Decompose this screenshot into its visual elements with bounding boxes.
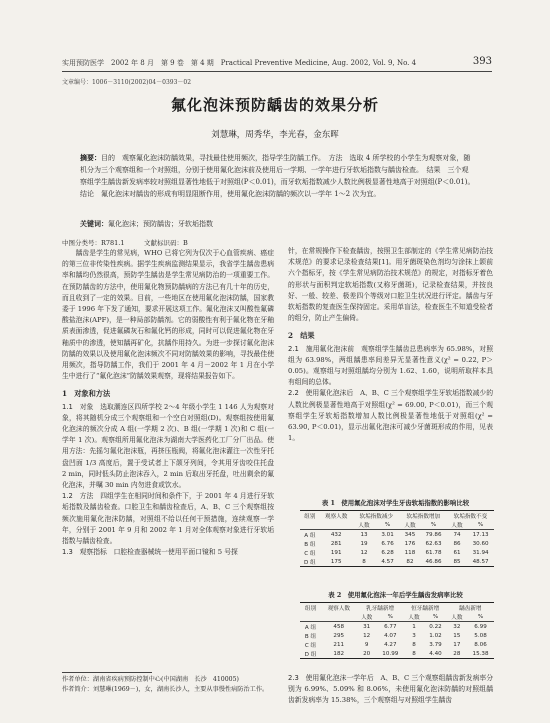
section-heading-results: 2 结果 (288, 331, 315, 341)
table-cell: 86 (453, 540, 461, 547)
table-cell: 4.57 (381, 558, 394, 565)
table-cell: 46.86 (425, 558, 442, 565)
table1-title: 表 1 使用氟化泡沫对学生牙齿软垢指数的影响比较 (321, 499, 470, 507)
footnote (62, 675, 277, 695)
table-header-cell (320, 520, 353, 530)
subsection-text: A、B、C 三个观察组学生牙软垢指数减少的人数比例极显著性地高于对照组(χ² = 69.00, P＜0.01)，而三个观察组学生牙软垢指数增加人数比例极显著性地低于对照组(χ² = 63.90, P＜0.01)，显示出氟化泡沫可减少牙菌斑形成的作用，见表 1。 (288, 389, 494, 443)
table-cell: A 组 (304, 624, 317, 631)
keywords-text: 氟化泡沫；预防龋齿；牙软垢指数 (108, 220, 213, 228)
table-cell: 3.01 (381, 531, 394, 538)
table-header-cell: 组别 (304, 605, 317, 612)
table-header-cell: 乳牙龋新增 (366, 605, 395, 612)
table-cell: D 组 (303, 559, 316, 566)
table-header-cell: 观察人数 (324, 513, 348, 520)
table-header-cell: 人数 (447, 520, 467, 530)
table-cell: 32 (453, 623, 461, 630)
table-cell: B 组 (304, 541, 316, 548)
table-cell: 6.76 (381, 540, 394, 547)
table-cell: 1 (412, 623, 416, 630)
table-cell: 8 (412, 650, 416, 657)
table-cell: A 组 (304, 532, 316, 539)
table-cell: 4.40 (429, 650, 442, 657)
subsection-text: A、B、C 三个观察组龋齿新发病率分别为 6.99%、5.09% 和 8.06%，未使用氟化泡沫防龋的对照组龋齿新发病率为 15.38%，三个观察组与对照组学生龋齿 (288, 674, 494, 705)
table-cell: 211 (333, 641, 345, 648)
subsection-before (288, 344, 493, 389)
table-cell: 8 (412, 641, 416, 648)
page-number: 393 (472, 56, 492, 67)
table-cell: 8 (362, 558, 366, 565)
subsection-subjects (62, 402, 274, 492)
table1 (300, 510, 494, 567)
abstract (80, 152, 479, 200)
table-header-cell: % (420, 520, 447, 530)
table-cell: 3 (412, 632, 416, 639)
table-cell: 28 (453, 650, 461, 657)
table-row (300, 557, 494, 567)
intro-paragraph: 龋齿是学生的常见病，WHO 已将它列为仅次于心血管疾病、癌症的第三位非传染性疾病。据学生疾病监测结果显示，我省学生龋齿患病率和龋均仍然很高，预防学生龋齿是学生常见病防治的一项重要工作。在预防龋齿的方法中，使用氟化物预防龋病的方法已有几十年的历史，而且收到了一定的效果。目前，一些地区在使用氟化泡沫防龋，国家教委于 1996 年下发了通知，要求开展这项工作。氟化泡沫又叫酸性氟磷酸盐泡沫(APF)，是一种局部防龋剂。它的弱酸性有利于氟化物在牙釉质表面渗透，促进氟磷灰石和氟化钙的形成，同时可以促进氟化物在牙釉质中的渗透，使知龋再矿化，抗龋作用持久。为进一步探讨氟化泡沫防龋的效果以及使用氟化泡沫频次不同对防龋效果的影响，寻找最佳使用频次，指导防龋工作，我们于 2001 年 4 月－2002 年 1 月在小学生中进行了“氟化泡沫”防龋效果观察，现将结果报告如下。 (62, 249, 274, 381)
table-cell: 458 (333, 623, 345, 630)
table-cell: 182 (333, 650, 345, 657)
subsection-after (288, 388, 493, 444)
table-cell: 17.13 (472, 531, 489, 538)
subsection-text: 观察组学生龋齿总患病率为 65.98%，对照组为 63.98%，两组龋患率间差异无显著性意义(χ² = 0.22, P＞0.05)。观察组与对照组龋均分别为 1.62、1.60，说明所取样本具有组间的总体。 (288, 344, 494, 387)
subsection-heading: 2.2 使用氟化泡沫后 (288, 389, 354, 398)
table-row (300, 539, 494, 548)
table-cell: 6.99 (474, 623, 487, 630)
right-column (288, 246, 493, 444)
table-header-cell: 人数 (400, 520, 420, 530)
header-rule (62, 71, 492, 72)
table-row (300, 622, 494, 632)
table-row (300, 530, 494, 540)
author-affiliation: 作者单位：湖南省疾病预防控制中心(中国湖南 长沙 410005) (62, 676, 239, 683)
table-cell: 15.38 (472, 650, 489, 657)
table-header-cell: 人数 (356, 612, 376, 622)
subsection-heading: 2.1 施用氟化泡沫前 (288, 344, 355, 353)
table-cell: 6.28 (381, 549, 394, 556)
classification: 中图分类号：R781.1 文献标识码：B (62, 239, 188, 247)
table-cell: 4.07 (384, 632, 397, 639)
table-header-cell: % (467, 612, 494, 622)
table-header-cell: 软垢指数减少 (359, 513, 394, 520)
subsection-heading: 2.3 使用氟化泡沫一学年后 (288, 674, 374, 682)
table-cell: 48.57 (472, 558, 489, 565)
table2-body (300, 622, 494, 659)
table-cell: 17 (453, 641, 461, 648)
table-cell: 3.79 (429, 641, 442, 648)
table-header-cell: 人数 (353, 520, 376, 530)
author-bio: 作者简介：刘慧琳(1969－)，女，湖南长沙人，主要从事慢性病防治工作。 (62, 686, 269, 693)
table-cell: 176 (404, 540, 416, 547)
table-cell: 12 (360, 549, 368, 556)
table-cell: 9 (364, 641, 369, 648)
table-header-cell: 组别 (304, 513, 316, 520)
article-number: 文章编号：1006－3110(2002)04－0393－02 (62, 79, 192, 86)
abstract-text: 目的 观察氟化泡沫防龋效果，寻找最佳使用频次，指导学生防龋工作。 方法 选取 4 所学校的小学生为观察对象，随机分为三个观察组和一个对照组，分别于使用氟化泡沫前及使用后一学期、一学年进行牙软垢指数与龋齿检查。 结果 三个观察组学生龋齿新发病率较对照组显著性地低于对照组(P＜0.01)，而牙软垢指数减少人数比例极显著性地高于对照组(P＜0.01)。 结论 氟化泡沫对龋齿的形成有明显阻断作用，使用氟化泡沫防龋的频次以一学年 1～2 次为宜。 (80, 154, 479, 198)
table-cell: 12 (363, 632, 371, 639)
table-row (300, 631, 494, 640)
table-header-cell (300, 520, 320, 530)
table-cell: 31 (363, 623, 371, 630)
table-cell: 61 (453, 549, 461, 556)
table-header-cell (321, 612, 356, 622)
table-cell: 0.22 (429, 623, 442, 630)
table-cell: 15 (453, 632, 461, 639)
subsection-methods (62, 491, 274, 547)
table-cell: 432 (330, 531, 342, 538)
paper-authors: 刘慧琳，周秀华，李光春，金东晖 (211, 130, 339, 140)
subsection-heading: 1.3 观察指标 (62, 548, 107, 557)
table-header-cell (300, 612, 321, 622)
subsection-heading: 1.2 方法 (62, 492, 94, 501)
table-cell: 74 (453, 531, 461, 538)
subsection-heading: 1.1 对象 (62, 402, 94, 411)
journal-header: 实用预防医学 2002 年 8 月 第 9 卷 第 4 期 Practical Preventive Medicine, Aug. 2002, Vol. 9, No. 4 (62, 59, 417, 67)
table-cell: 79.86 (425, 531, 442, 538)
table-row (300, 649, 494, 659)
table-cell: 19 (360, 540, 368, 547)
table-header-cell: 人数 (447, 612, 467, 622)
table-row (300, 640, 494, 649)
table-header-cell: 软垢指数增加 (406, 513, 441, 520)
subsection-text: 四组学生在相同时间和条件下，于 2001 年 4 月进行牙软垢指数及龋齿检查。口腔卫生和龋齿检查后，A、B、C 三个观察组按频次施用氟化泡沫防龋，对照组不给以任何干预措施，连续观察一学年，分别于 2001 年 9 月和 2002 年 1 月对全体观察对象进行牙软垢指数与龋齿检查。 (62, 492, 275, 546)
subsection-indicators (62, 547, 274, 558)
table-cell: 1.02 (429, 632, 442, 639)
table-header-cell: % (467, 520, 494, 530)
table-header-cell: 观察人数 (327, 605, 350, 612)
right-column-bottom (288, 673, 493, 707)
table-cell: C 组 (304, 550, 316, 557)
table-cell: 175 (330, 558, 342, 565)
table-header-cell: % (377, 612, 404, 622)
table-cell: 10.99 (382, 650, 399, 657)
table-cell: 13 (360, 531, 368, 538)
table-header-cell: % (375, 520, 399, 530)
table-cell: 345 (404, 531, 416, 538)
subsection-text: 选取潮连区四所学校 2～4 年级小学生 1 146 人为观察对象，将其随机分成三个观察组和一个空白对照组(D)。观察组按使用氟化泡沫的频次分成 A 组(一学期 2 次)、B 组(一学期 1 次)和 C 组(一学年 1 次)。观察组所用氟化泡沫为湖南大学医药化工厂分厂出品。使用方法：先摇匀氟化泡沫瓶，再挤压瓶阀，将氟化泡沫灌注一次性牙托盘凹面 1/3 高度后，置于受试者上下颌牙列间，令其用牙齿咬住托盘 2 min，同时低头防止泡沫吞入，2 min 后取出牙托盘，吐出剩余的氟化泡沫，并嘱 30 min 内勿进食或饮水。 (62, 402, 274, 490)
paper-title: 氟化泡沫预防龋齿的效果分析 (170, 96, 379, 114)
table2 (300, 602, 494, 659)
table-header-cell: % (424, 612, 446, 622)
left-column (62, 248, 274, 558)
table-subheader-row (300, 520, 494, 530)
table-cell: 118 (404, 549, 416, 556)
table-cell: 8.06 (474, 641, 487, 648)
footnote-rule (62, 672, 152, 673)
table-cell: 191 (330, 549, 342, 556)
table-cell: 61.78 (425, 549, 442, 556)
table-cell: 295 (333, 632, 345, 639)
table-cell: 30.60 (472, 540, 489, 547)
table2-title: 表 2 使用氟化泡沫一年后学生龋齿发病率比较 (328, 591, 463, 599)
table-header-row (300, 603, 494, 613)
table-cell: 6.77 (384, 623, 397, 630)
table-cell: D 组 (304, 651, 317, 658)
table-cell: 281 (330, 540, 342, 547)
abstract-label: 摘要： (80, 153, 101, 162)
table-cell: 20 (363, 650, 371, 657)
table-header-cell: 龋齿新增 (459, 605, 482, 612)
table-cell: 82 (406, 558, 414, 565)
keywords-label: 关键词： (80, 219, 108, 228)
table-header-cell: 人数 (404, 612, 425, 622)
table-header-cell: 恒牙龋新增 (411, 605, 440, 612)
section-heading-methods: 1 对象和方法 (62, 389, 111, 399)
table-cell: 31.94 (472, 549, 489, 556)
table-cell: 5.08 (474, 632, 487, 639)
table-header-cell: 软垢指数不变 (453, 513, 488, 520)
keywords (80, 219, 472, 229)
table-row (300, 548, 494, 557)
table-cell: C 组 (304, 642, 317, 649)
table-subheader-row (300, 612, 494, 622)
table-cell: 62.63 (425, 540, 442, 547)
subsection-text: 口腔检查器械统一使用平面口镜和 5 号探 (113, 548, 238, 557)
table-header-row (300, 511, 494, 521)
table-cell: B 组 (304, 633, 317, 640)
method-continuation: 针，在常规操作下检查龋齿，按照卫生部制定的《学生常见病防治技术规范》的要求记录检查结果[1]。用牙菌斑染色剂均匀涂抹上颌前六个指标牙，按《学生常见病防治技术规范》的规定，对指标牙着色的形状与面积判定软垢指数(又称牙菌斑)，记录检查结果，并按良好、一般、较差、极差四个等级对口腔卫生状况进行评定。龋齿与牙软垢指数的复查医生保持固定。采用单盲法，检查医生不知道受检者的组分，防止产生偏倚。 (288, 247, 493, 323)
table-cell: 85 (453, 558, 461, 565)
table-cell: 4.27 (384, 641, 397, 648)
table1-body (300, 530, 494, 567)
